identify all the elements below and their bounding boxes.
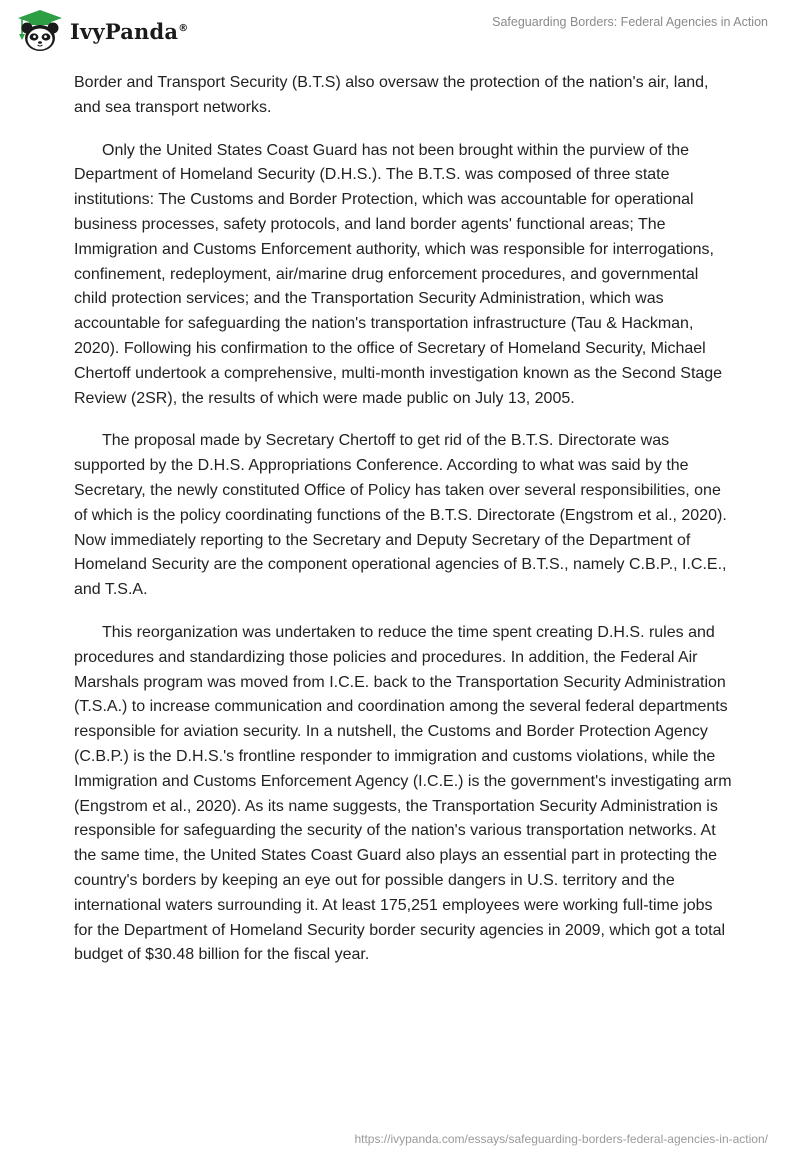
paragraph: Only the United States Coast Guard has not been brought within the purview of the Department of Homeland Security (D.H.S.). The B.T.S. was composed of three state institutions: The Customs and Border Protection, which was accountable for operational business processes, safety protocols, and land border agents' functional areas; The Immigration and Customs Enforcement authority, which was responsible for interrogations, confinement, redeployment, air/marine drug enforcement procedures, and governmental child protection services; and the Transportation Security Administration, which was accountable for safeguarding the nation's transportation infrastructure (Tau & Hackman, 2020). Following his confirmation to the office of Secretary of Homeland Security, Michael Chertoff undertook a comprehensive, multi-month investigation known as the Second Stage Review (2SR), the results of which were made public on July 13, 2005. — [74, 141, 723, 407]
ivypanda-logo[interactable] — [14, 8, 188, 54]
logo-wordmark: IvyPanda® — [70, 18, 189, 44]
paragraph: The proposal made by Secretary Chertoff to get rid of the B.T.S. Directorate was supported by the D.H.S. Appropriations Conference. According to what was said by the Secretary, the newly constituted Office of Policy has taken over several responsibilities, one of which is the policy coordinating functions of the B.T.S. Directorate (Engstrom et al., 2020). Now immediately reporting to the Secretary and Deputy Secretary of the Department of Homeland Security are the component operational agencies of B.T.S., namely C.B.P., I.C.E., and T.S.A. — [74, 432, 727, 599]
registered-mark: ® — [178, 22, 189, 34]
essay-body — [74, 71, 734, 986]
source-url[interactable]: https://ivypanda.com/essays/safeguarding-borders-federal-agencies-in-action/ — [354, 1132, 768, 1146]
panda-graduate-icon — [14, 8, 66, 54]
paragraph-continuation: Border and Transport Security (B.T.S) also oversaw the protection of the nation's air, land, and sea transport networks. — [74, 74, 709, 116]
paragraph: This reorganization was undertaken to reduce the time spent creating D.H.S. rules and procedures and standardizing those policies and procedures. In addition, the Federal Air Marshals program was moved from I.C.E. back to the Transportation Security Administration (T.S.A.) to increase communication and coordination among the several federal departments responsible for aviation security. In a nutshell, the Customs and Border Protection Agency (C.B.P.) is the D.H.S.'s frontline responder to immigration and customs violations, while the Immigration and Customs Enforcement Agency (I.C.E.) is the government's investigating arm (Engstrom et al., 2020). As its name suggests, the Transportation Security Administration is responsible for safeguarding the security of the nation's various transportation networks. At the same time, the United States Coast Guard also plays an essential part in protecting the country's borders by keeping an eye out for possible dangers in U.S. territory and the international waters surrounding it. At least 175,251 employees were working full-time jobs for the Department of Homeland Security border security agencies in 2009, which got a total budget of $30.48 billion for the fiscal year. — [74, 623, 732, 964]
page-header — [0, 0, 800, 60]
document-title: Safeguarding Borders: Federal Agencies in Action — [492, 15, 768, 29]
